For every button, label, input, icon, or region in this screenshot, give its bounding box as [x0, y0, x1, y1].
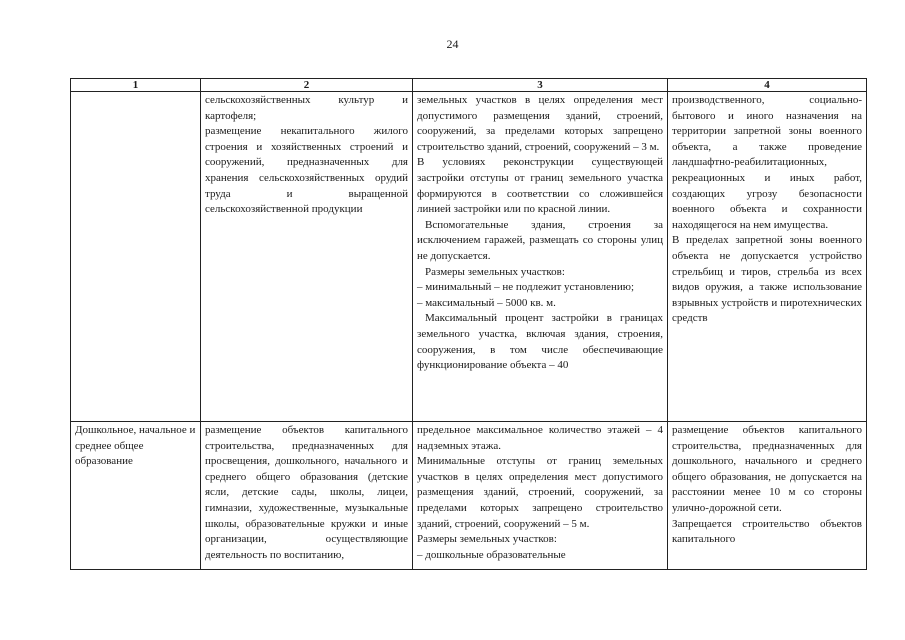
- parameters-paragraph: Минимальные отступы от границ земельных участков в целях определения мест допустимого размещения зданий, строений, сооружений, за пределами которых запрещено строительство зданий, строений, сооружений – 5 м.: [417, 455, 663, 530]
- table-cell-restrictions: [668, 92, 867, 422]
- parameters-paragraph: В условиях реконструкции существующей застройки отступы от границ земельного участка формируются в соответствии со сложившейся линией застройки или по красной линии.: [417, 156, 663, 216]
- restrictions-paragraph: размещение объектов капитального строительства, предназначенных для дошкольного, начального и среднего общего образования, не допускается на расстоянии менее 10 м со стороны улично-дорожной сети.: [672, 424, 862, 514]
- table-cell-description: [201, 92, 413, 422]
- parameters-paragraph: Максимальный процент застройки в границах земельного участка, включая здания, строения, сооружения, в том числе обеспечивающие функционирование объекта – 40: [417, 312, 663, 372]
- description-paragraph: размещение некапитального жилого строения и хозяйственных строений и сооружений, предназначенных для хранения сельскохозяйственных орудий труда и выращенной сельскохозяйственной продукции: [205, 125, 408, 216]
- parameters-paragraph: Размеры земельных участков:: [417, 533, 557, 546]
- table-cell-parameters: [413, 422, 668, 570]
- parameters-list-item: – максимальный – 5000 кв. м.: [417, 296, 556, 309]
- parameters-paragraph: предельное максимальное количество этажей – 4 надземных этажа.: [417, 424, 663, 452]
- table-cell-parameters: [413, 92, 668, 422]
- page-number: 24: [446, 37, 459, 51]
- regulations-table: [70, 78, 867, 570]
- table-row: [71, 422, 867, 570]
- restrictions-paragraph: В пределах запретной зоны военного объекта не допускается устройство стрельбищ и тиров, стрельба из всех видов оружия, а также использование взрывных устройств и пиротехнических средств: [672, 234, 862, 325]
- parameters-list-item: – дошкольные образовательные: [417, 548, 566, 561]
- column-header-4: 4: [668, 79, 867, 92]
- parameters-paragraph: земельных участков в целях определения мест допустимого размещения зданий, строений, сооружений, за пределами которых запрещено строительство зданий, строений, сооружений – 3 м.: [417, 94, 663, 153]
- table-cell-use-type: [71, 422, 201, 570]
- column-header-1: 1: [71, 79, 201, 92]
- table-cell-description: [201, 422, 413, 570]
- table-row: [71, 92, 867, 422]
- use-type-text: Дошкольное, начальное и среднее общее образование: [75, 424, 196, 468]
- column-header-2: 2: [201, 79, 413, 92]
- parameters-paragraph: Вспомогательные здания, строения за исключением гаражей, размещать со стороны улиц не допускается.: [417, 218, 663, 262]
- restrictions-paragraph: Запрещается строительство объектов капитального: [672, 517, 862, 546]
- restrictions-paragraph: производственного, социально-бытового и иного назначения на территории запретной зоны военного объекта, а также проведение ландшафтно-реабилитационных, рекреационных и иных работ, создающих угрозу безопасности военного объекта и сохранности находящегося на нем имущества.: [672, 94, 862, 231]
- table-header-row: [71, 79, 867, 92]
- parameters-paragraph: Размеры земельных участков:: [425, 265, 565, 278]
- table-cell-use-type: [71, 92, 201, 422]
- table-cell-restrictions: [668, 422, 867, 570]
- parameters-list-item: – минимальный – не подлежит установлению;: [417, 281, 635, 294]
- description-paragraph: сельскохозяйственных культур и картофеля;: [205, 94, 408, 122]
- description-paragraph: размещение объектов капитального строительства, предназначенных для просвещения, дошкольного, начального и среднего общего образования (детские ясли, детские сады, школы, лицеи, гимназии, художественные, музыкальные школы, образовательные кружки и иные организации, осуществляющие деятельность по воспитанию,: [205, 424, 408, 561]
- column-header-3: 3: [413, 79, 668, 92]
